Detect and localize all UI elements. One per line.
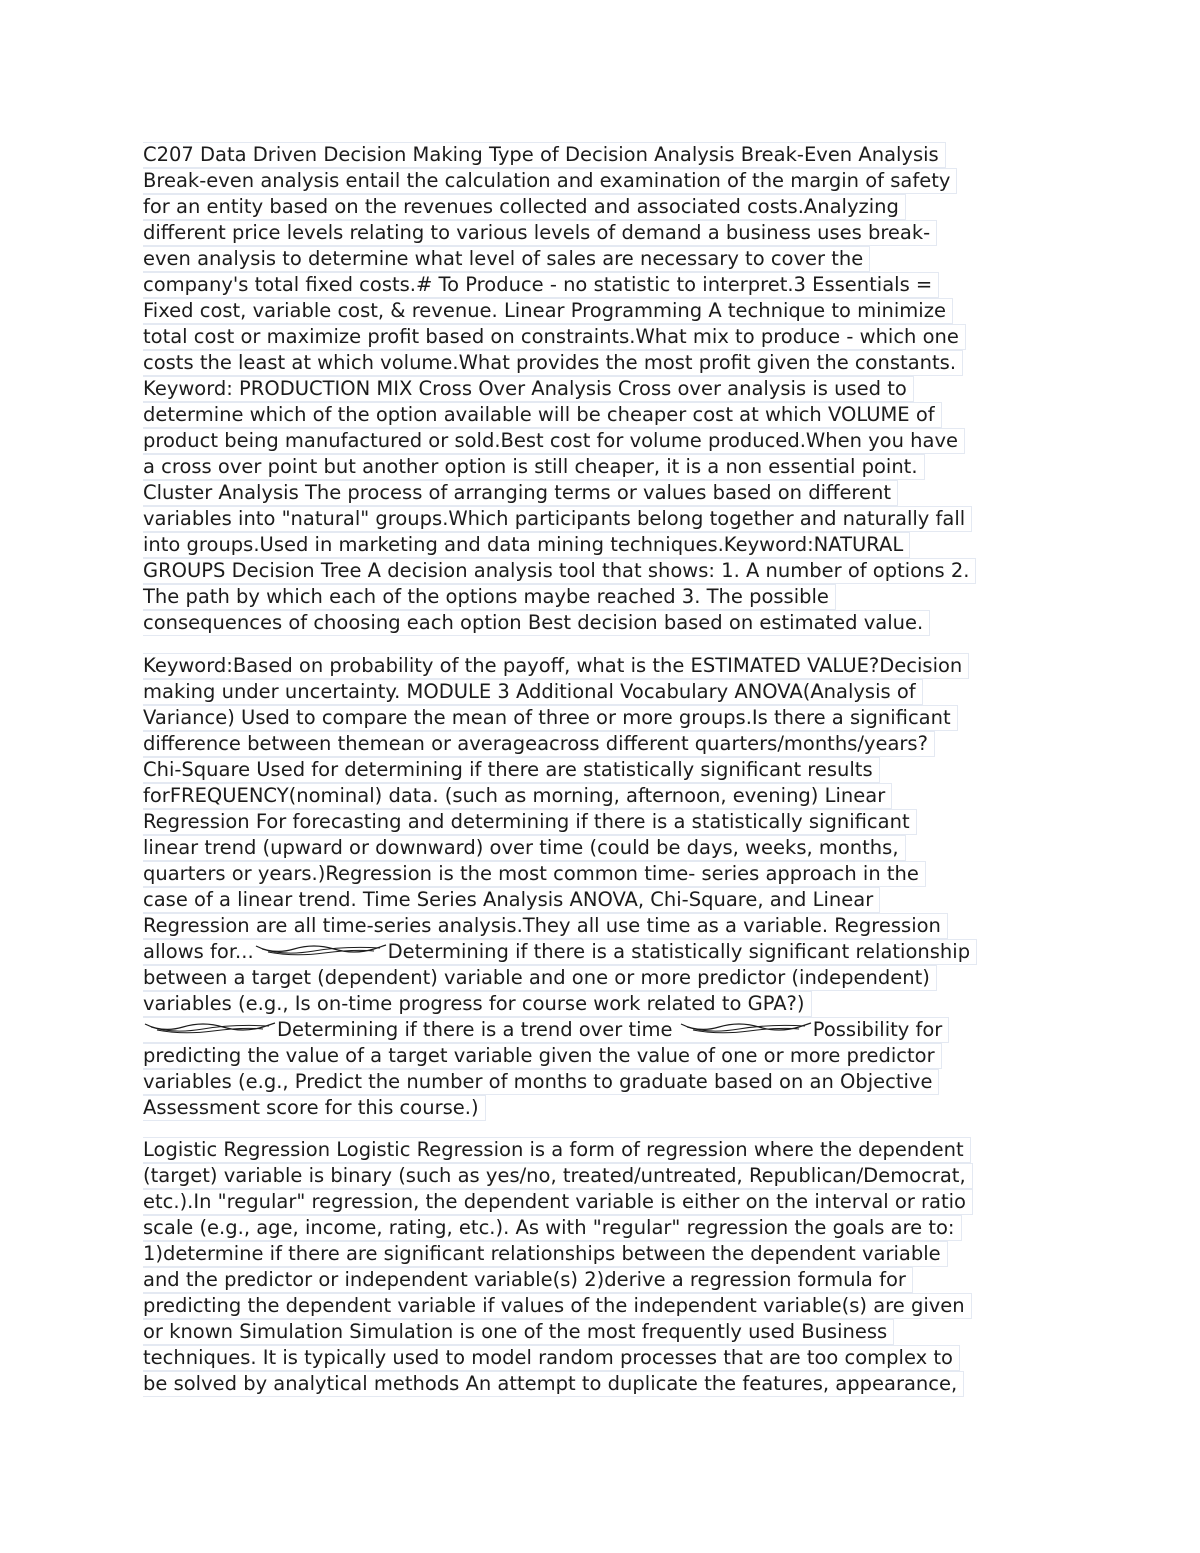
- text-line: even analysis to determine what level of sales are necessary to cover the: [143, 246, 1083, 272]
- paragraph-3: [143, 1137, 1083, 1397]
- text-line: company's total fixed costs.# To Produce - no statistic to interpret.3 Essentials =: [143, 272, 1083, 298]
- text-line: [143, 939, 1083, 965]
- text-line: and the predictor or independent variable(s) 2)derive a regression formula for: [143, 1267, 1083, 1293]
- text-line: (target) variable is binary (such as yes/no, treated/untreated, Republican/Democrat,: [143, 1163, 1083, 1189]
- text-line: variables (e.g., Is on-time progress for course work related to GPA?): [143, 991, 1083, 1017]
- text-line: total cost or maximize profit based on constraints.What mix to produce - which one: [143, 324, 1083, 350]
- text-line: predicting the dependent variable if values of the independent variable(s) are given: [143, 1293, 1083, 1319]
- text-fragment: Determining if there is a trend over time: [277, 1018, 673, 1041]
- text-line: Cluster Analysis The process of arranging terms or values based on different: [143, 480, 1083, 506]
- wavy-bullet-icon: [254, 943, 388, 957]
- text-line: or known Simulation Simulation is one of the most frequently used Business: [143, 1319, 1083, 1345]
- text-line: determine which of the option available will be cheaper cost at which VOLUME of: [143, 402, 1083, 428]
- paragraph-1: [143, 142, 1083, 636]
- text-line: Break-even analysis entail the calculation and examination of the margin of safety: [143, 168, 1083, 194]
- text-line: scale (e.g., age, income, rating, etc.). As with "regular" regression the goals are to:: [143, 1215, 1083, 1241]
- text-line: difference between themean or averageacross different quarters/months/years?: [143, 731, 1083, 757]
- text-line: variables (e.g., Predict the number of months to graduate based on an Objective: [143, 1069, 1083, 1095]
- text-line: Keyword: PRODUCTION MIX Cross Over Analysis Cross over analysis is used to: [143, 376, 1083, 402]
- text-line: linear trend (upward or downward) over time (could be days, weeks, months,: [143, 835, 1083, 861]
- text-fragment: Possibility for: [812, 1018, 943, 1041]
- text-line: between a target (dependent) variable and one or more predictor (independent): [143, 965, 1083, 991]
- text-line: Assessment score for this course.): [143, 1095, 1083, 1121]
- text-line: etc.).In "regular" regression, the dependent variable is either on the interval or ratio: [143, 1189, 1083, 1215]
- text-line: Variance) Used to compare the mean of three or more groups.Is there a significant: [143, 705, 1083, 731]
- text-line: [143, 1017, 1083, 1043]
- text-line: forFREQUENCY(nominal) data. (such as morning, afternoon, evening) Linear: [143, 783, 1083, 809]
- text-line: consequences of choosing each option Best decision based on estimated value.: [143, 610, 1083, 636]
- text-line: Logistic Regression Logistic Regression is a form of regression where the dependent: [143, 1137, 1083, 1163]
- text-line: product being manufactured or sold.Best cost for volume produced.When you have: [143, 428, 1083, 454]
- text-line: techniques. It is typically used to model random processes that are too complex to: [143, 1345, 1083, 1371]
- text-line: variables into "natural" groups.Which participants belong together and naturally fall: [143, 506, 1083, 532]
- text-line: different price levels relating to various levels of demand a business uses break-: [143, 220, 1083, 246]
- text-fragment: Determining if there is a statistically significant relationship: [387, 940, 971, 963]
- text-line: The path by which each of the options maybe reached 3. The possible: [143, 584, 1083, 610]
- paragraph-2: [143, 653, 1083, 1121]
- wavy-bullet-icon: [679, 1021, 813, 1035]
- text-line: costs the least at which volume.What provides the most profit given the constants.: [143, 350, 1083, 376]
- text-line: Chi-Square Used for determining if there are statistically significant results: [143, 757, 1083, 783]
- text-line: C207 Data Driven Decision Making Type of Decision Analysis Break-Even Analysis: [143, 142, 1083, 168]
- text-line: quarters or years.)Regression is the most common time- series approach in the: [143, 861, 1083, 887]
- text-line: be solved by analytical methods An attempt to duplicate the features, appearance,: [143, 1371, 1083, 1397]
- text-line: a cross over point but another option is still cheaper, it is a non essential point.: [143, 454, 1083, 480]
- text-line: predicting the value of a target variable given the value of one or more predictor: [143, 1043, 1083, 1069]
- text-line: Keyword:Based on probability of the payoff, what is the ESTIMATED VALUE?Decision: [143, 653, 1083, 679]
- text-line: into groups.Used in marketing and data mining techniques.Keyword:NATURAL: [143, 532, 1083, 558]
- text-line: Regression are all time-series analysis.They all use time as a variable. Regression: [143, 913, 1083, 939]
- text-line: GROUPS Decision Tree A decision analysis tool that shows: 1. A number of options 2.: [143, 558, 1083, 584]
- wavy-bullet-icon: [143, 1021, 277, 1035]
- text-line: 1)determine if there are significant relationships between the dependent variable: [143, 1241, 1083, 1267]
- text-line: Fixed cost, variable cost, & revenue. Linear Programming A technique to minimize: [143, 298, 1083, 324]
- text-line: for an entity based on the revenues collected and associated costs.Analyzing: [143, 194, 1083, 220]
- text-line: making under uncertainty. MODULE 3 Additional Vocabulary ANOVA(Analysis of: [143, 679, 1083, 705]
- text-line: Regression For forecasting and determining if there is a statistically significant: [143, 809, 1083, 835]
- text-line: case of a linear trend. Time Series Analysis ANOVA, Chi-Square, and Linear: [143, 887, 1083, 913]
- text-fragment: allows for...: [143, 940, 254, 963]
